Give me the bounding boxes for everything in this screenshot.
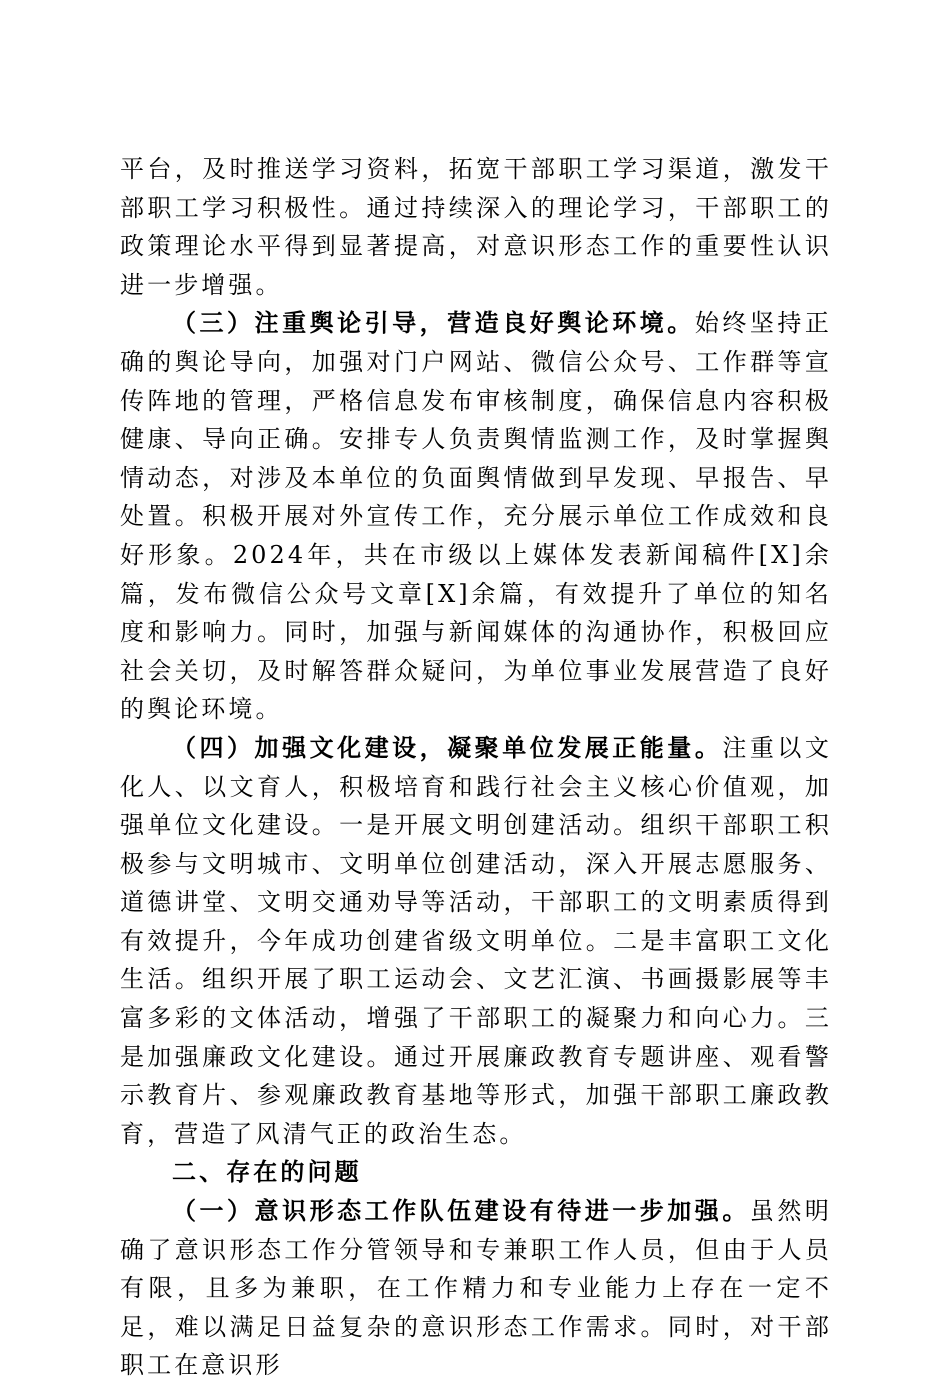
paragraph-lead-team-building: （一）意识形态工作队伍建设有待进一步加强。 bbox=[172, 1196, 750, 1226]
paragraph-team-building bbox=[120, 1192, 832, 1385]
paragraph-lead-culture: （四）加强文化建设，凝聚单位发展正能量。 bbox=[172, 732, 723, 762]
paragraph-public-opinion bbox=[120, 304, 832, 729]
paragraph-body-public-opinion: 始终坚持正确的舆论导向，加强对门户网站、微信公众号、工作群等宣传阵地的管理，严格信息发布审核制度，确保信息内容积极健康、导向正确。安排专人负责舆情监测工作，及时掌握舆情动态，对涉及本单位的负面舆情做到早发现、早报告、早处置。积极开展对外宣传工作，充分展示单位工作成效和良好形象。2024年，共在市级以上媒体发表新闻稿件[X]余篇，发布微信公众号文章[X]余篇，有效提升了单位的知名度和影响力。同时，加强与新闻媒体的沟通协作，积极回应社会关切，及时解答群众疑问，为单位事业发展营造了良好的舆论环境。 bbox=[120, 309, 832, 724]
section-heading-problems: 二、存在的问题 bbox=[172, 1158, 362, 1187]
paragraph-body-culture: 注重以文化人、以文育人，积极培育和践行社会主义核心价值观，加强单位文化建设。一是开展文明创建活动。组织干部职工积极参与文明城市、文明单位创建活动，深入开展志愿服务、道德讲堂、文明交通劝导等活动，干部职工的文明素质得到有效提升，今年成功创建省级文明单位。二是丰富职工文化生活。组织开展了职工运动会、文艺汇演、书画摄影展等丰富多彩的文体活动，增强了干部职工的凝聚力和向心力。三是加强廉政文化建设。通过开展廉政教育专题讲座、观看警示教育片、参观廉政教育基地等形式，加强干部职工廉政教育，营造了风清气正的政治生态。 bbox=[120, 733, 832, 1148]
paragraph-culture bbox=[120, 729, 832, 1154]
paragraph-body-team-building: 虽然明确了意识形态工作分管领导和专兼职工作人员，但由于人员有限，且多为兼职，在工作精力和专业能力上存在一定不足，难以满足日益复杂的意识形态工作需求。同时，对干部职工在意识形 bbox=[120, 1197, 832, 1380]
document-body bbox=[120, 150, 832, 1385]
paragraph-lead-public-opinion: （三）注重舆论引导，营造良好舆论环境。 bbox=[172, 308, 695, 338]
paragraph-continuation: 平台，及时推送学习资料，拓宽干部职工学习渠道，激发干部职工学习积极性。通过持续深入的理论学习，干部职工的政策理论水平得到显著提高，对意识形态工作的重要性认识进一步增强。 bbox=[120, 155, 832, 299]
